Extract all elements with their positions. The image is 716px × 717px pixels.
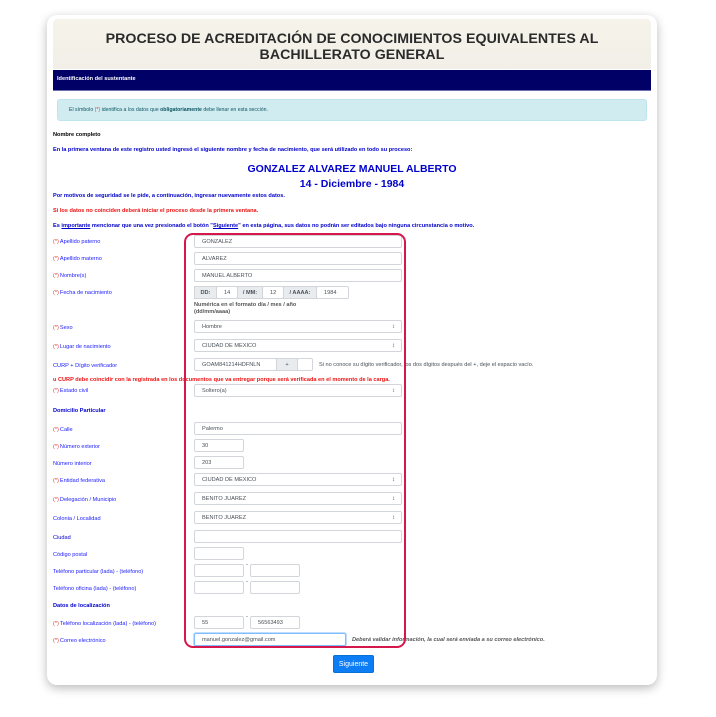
- month-input[interactable]: 12: [262, 286, 284, 299]
- numero-interior-input[interactable]: 203: [194, 456, 244, 469]
- numero-exterior-input[interactable]: 30: [194, 439, 244, 452]
- alert-bold: obligatoriamente: [160, 107, 202, 113]
- label-ciudad: Ciudad: [53, 535, 71, 541]
- tel-particular-lada-input[interactable]: [194, 564, 244, 577]
- label-calle: [53, 427, 73, 433]
- label-estado-civil: [53, 388, 88, 394]
- curp-plus-addon: +: [276, 358, 298, 371]
- correo-note: Deberá validar información, la cual será enviada a su correo electrónico.: [352, 637, 545, 643]
- curp-digit-input[interactable]: [297, 358, 313, 371]
- form-card: [47, 15, 657, 685]
- required-mark: (*): [53, 388, 59, 394]
- page-title: PROCESO DE ACREDITACIÓN DE CONOCIMIENTOS EQUIVALENTES AL BACHILLERATO GENERAL: [105, 31, 599, 63]
- siguiente-link[interactable]: Siguiente: [212, 223, 239, 229]
- label-text: Número exterior: [59, 444, 101, 450]
- alert-middle: identifica a los datos que: [100, 107, 161, 113]
- label-text: Estado civil: [59, 388, 89, 394]
- importante-link[interactable]: importante: [61, 223, 91, 229]
- required-mark: (*): [53, 290, 59, 296]
- curp-warning: u CURP debe coincidir con la registrada en los documentos que va entregar porque será verificada en el momento de la carga.: [53, 377, 390, 383]
- label-text: Apellido materno: [59, 256, 102, 262]
- required-mark: (*): [53, 325, 59, 331]
- label-text: Lugar de nacimiento: [59, 344, 111, 350]
- page-header: [53, 19, 651, 69]
- label-delegacion: [53, 497, 116, 503]
- label-correo: [53, 638, 106, 644]
- apellido-paterno-input[interactable]: GONZALEZ: [194, 235, 402, 248]
- apellido-materno-input[interactable]: ALVAREZ: [194, 252, 402, 265]
- tel-particular-numero-input[interactable]: [250, 564, 300, 577]
- tel-separator: -: [246, 562, 248, 568]
- required-mark: (*): [53, 256, 59, 262]
- label-numero-interior: Número interior: [53, 461, 92, 467]
- label-lugar-nacimiento: [53, 344, 111, 350]
- label-codigo-postal: Código postal: [53, 552, 88, 558]
- registered-birth-date: 14 - Diciembre - 1984: [299, 178, 405, 190]
- delegacion-select[interactable]: BENITO JUAREZ ↕: [194, 492, 402, 505]
- mm-addon: / MM:: [237, 286, 263, 299]
- section-bar-label: Identificación del sustentante: [57, 76, 136, 82]
- label-curp: CURP + Dígito verificador: [53, 363, 118, 369]
- label-text: Entidad federativa: [59, 478, 105, 484]
- section-nombre-completo: Nombre completo: [53, 132, 101, 138]
- date-format-hint: Numérica en el formato día / mes / año: [194, 302, 297, 308]
- date-format-hint-2: (dd/mm/aaaa): [194, 309, 231, 315]
- year-input[interactable]: 1984: [316, 286, 349, 299]
- intro-line-4: [53, 223, 474, 229]
- label-apellido-paterno: [53, 239, 100, 245]
- required-mark: (*): [53, 497, 59, 503]
- alert-prefix: El símbolo: [69, 107, 95, 113]
- ciudad-input[interactable]: [194, 530, 402, 543]
- label-text: Teléfono localización (lada) - (teléfono): [59, 621, 156, 627]
- correo-input[interactable]: manuel.gonzalez@gmail.com: [194, 633, 346, 646]
- label-text: Correo electrónico: [59, 638, 106, 644]
- required-mark: (*): [53, 478, 59, 484]
- info-alert: [57, 99, 647, 121]
- label-text: Nombre(s): [59, 273, 87, 279]
- label-colonia: Colonia / Localidad: [53, 516, 101, 522]
- label-text: Calle: [59, 427, 73, 433]
- tel-separator: -: [246, 579, 248, 585]
- required-mark: (*): [53, 344, 59, 350]
- codigo-postal-input[interactable]: [194, 547, 244, 560]
- intro-line-1: En la primera ventana de este registro usted ingresó el siguiente nombre y fecha de nacimiento, que será utilizado en todo su proceso:: [53, 147, 413, 153]
- required-mark: (*): [53, 427, 59, 433]
- day-input[interactable]: 14: [216, 286, 238, 299]
- label-apellido-materno: [53, 256, 102, 262]
- sexo-select[interactable]: Hombre ↕: [194, 320, 402, 333]
- calle-input[interactable]: Palermo: [194, 422, 402, 435]
- label-text: Sexo: [59, 325, 73, 331]
- required-mark: (*): [53, 273, 59, 279]
- tel-separator: -: [246, 614, 248, 620]
- label-text: Delegación / Municipio: [59, 497, 117, 503]
- intro-line-4-mid: mencionar que una vez presionado el botón ": [90, 223, 213, 229]
- tel-localizacion-numero-input[interactable]: 56563493: [250, 616, 300, 629]
- section-bar: [53, 70, 651, 91]
- label-entidad-federativa: [53, 478, 105, 484]
- label-tel-particular: Teléfono particular (lada) - (teléfono): [53, 569, 144, 575]
- label-fecha-nacimiento: [53, 290, 112, 296]
- intro-line-4-pre: Es: [53, 223, 62, 229]
- intro-line-4-post: " en esta página, sus datos no podrán ser editados bajo ninguna circunstancia o motivo.: [238, 223, 475, 229]
- intro-warning: Si los datos no coinciden deberá iniciar el proceso desde la primera ventana.: [53, 208, 259, 214]
- intro-line-2: Por motivos de seguridad se le pide, a continuación, ingresar nuevamente estos datos.: [53, 193, 285, 199]
- section-domicilio: Domicilio Particular: [53, 408, 106, 414]
- label-text: Fecha de nacimiento: [59, 290, 112, 296]
- curp-input[interactable]: GOAM841214HDFNLN: [194, 358, 277, 371]
- alert-text: [69, 107, 268, 113]
- alert-suffix: debe llenar en esta sección.: [201, 107, 268, 113]
- label-tel-localizacion: [53, 621, 156, 627]
- dd-addon: DD:: [194, 286, 217, 299]
- label-tel-oficina: Teléfono oficina (lada) - (teléfono): [53, 586, 137, 592]
- tel-oficina-lada-input[interactable]: [194, 581, 244, 594]
- siguiente-button[interactable]: Siguiente: [333, 655, 374, 673]
- section-localizacion: Datos de localización: [53, 603, 110, 609]
- colonia-select[interactable]: BENITO JUAREZ ↕: [194, 511, 402, 524]
- nombres-input[interactable]: MANUEL ALBERTO: [194, 269, 402, 282]
- required-mark: (*): [53, 239, 59, 245]
- entidad-federativa-select[interactable]: CIUDAD DE MEXICO ↕: [194, 473, 402, 486]
- required-mark: (*): [53, 621, 59, 627]
- aaaa-addon: / AAAA:: [283, 286, 317, 299]
- label-numero-exterior: [53, 444, 100, 450]
- registered-full-name: GONZALEZ ALVAREZ MANUEL ALBERTO: [247, 163, 457, 175]
- label-nombres: [53, 273, 86, 279]
- label-text: Apellido paterno: [59, 239, 101, 245]
- tel-localizacion-lada-input[interactable]: 55: [194, 616, 244, 629]
- estado-civil-select[interactable]: Soltero(a) ↕: [194, 384, 402, 397]
- tel-oficina-numero-input[interactable]: [250, 581, 300, 594]
- curp-note: Si no conoce su dígito verificador, los dos dígitos después del +, deje el espacio vacío.: [319, 362, 534, 368]
- required-symbol: (*): [94, 107, 101, 113]
- label-sexo: [53, 325, 73, 331]
- required-mark: (*): [53, 444, 59, 450]
- required-mark: (*): [53, 638, 59, 644]
- lugar-nacimiento-select[interactable]: CIUDAD DE MEXICO ↕: [194, 339, 402, 352]
